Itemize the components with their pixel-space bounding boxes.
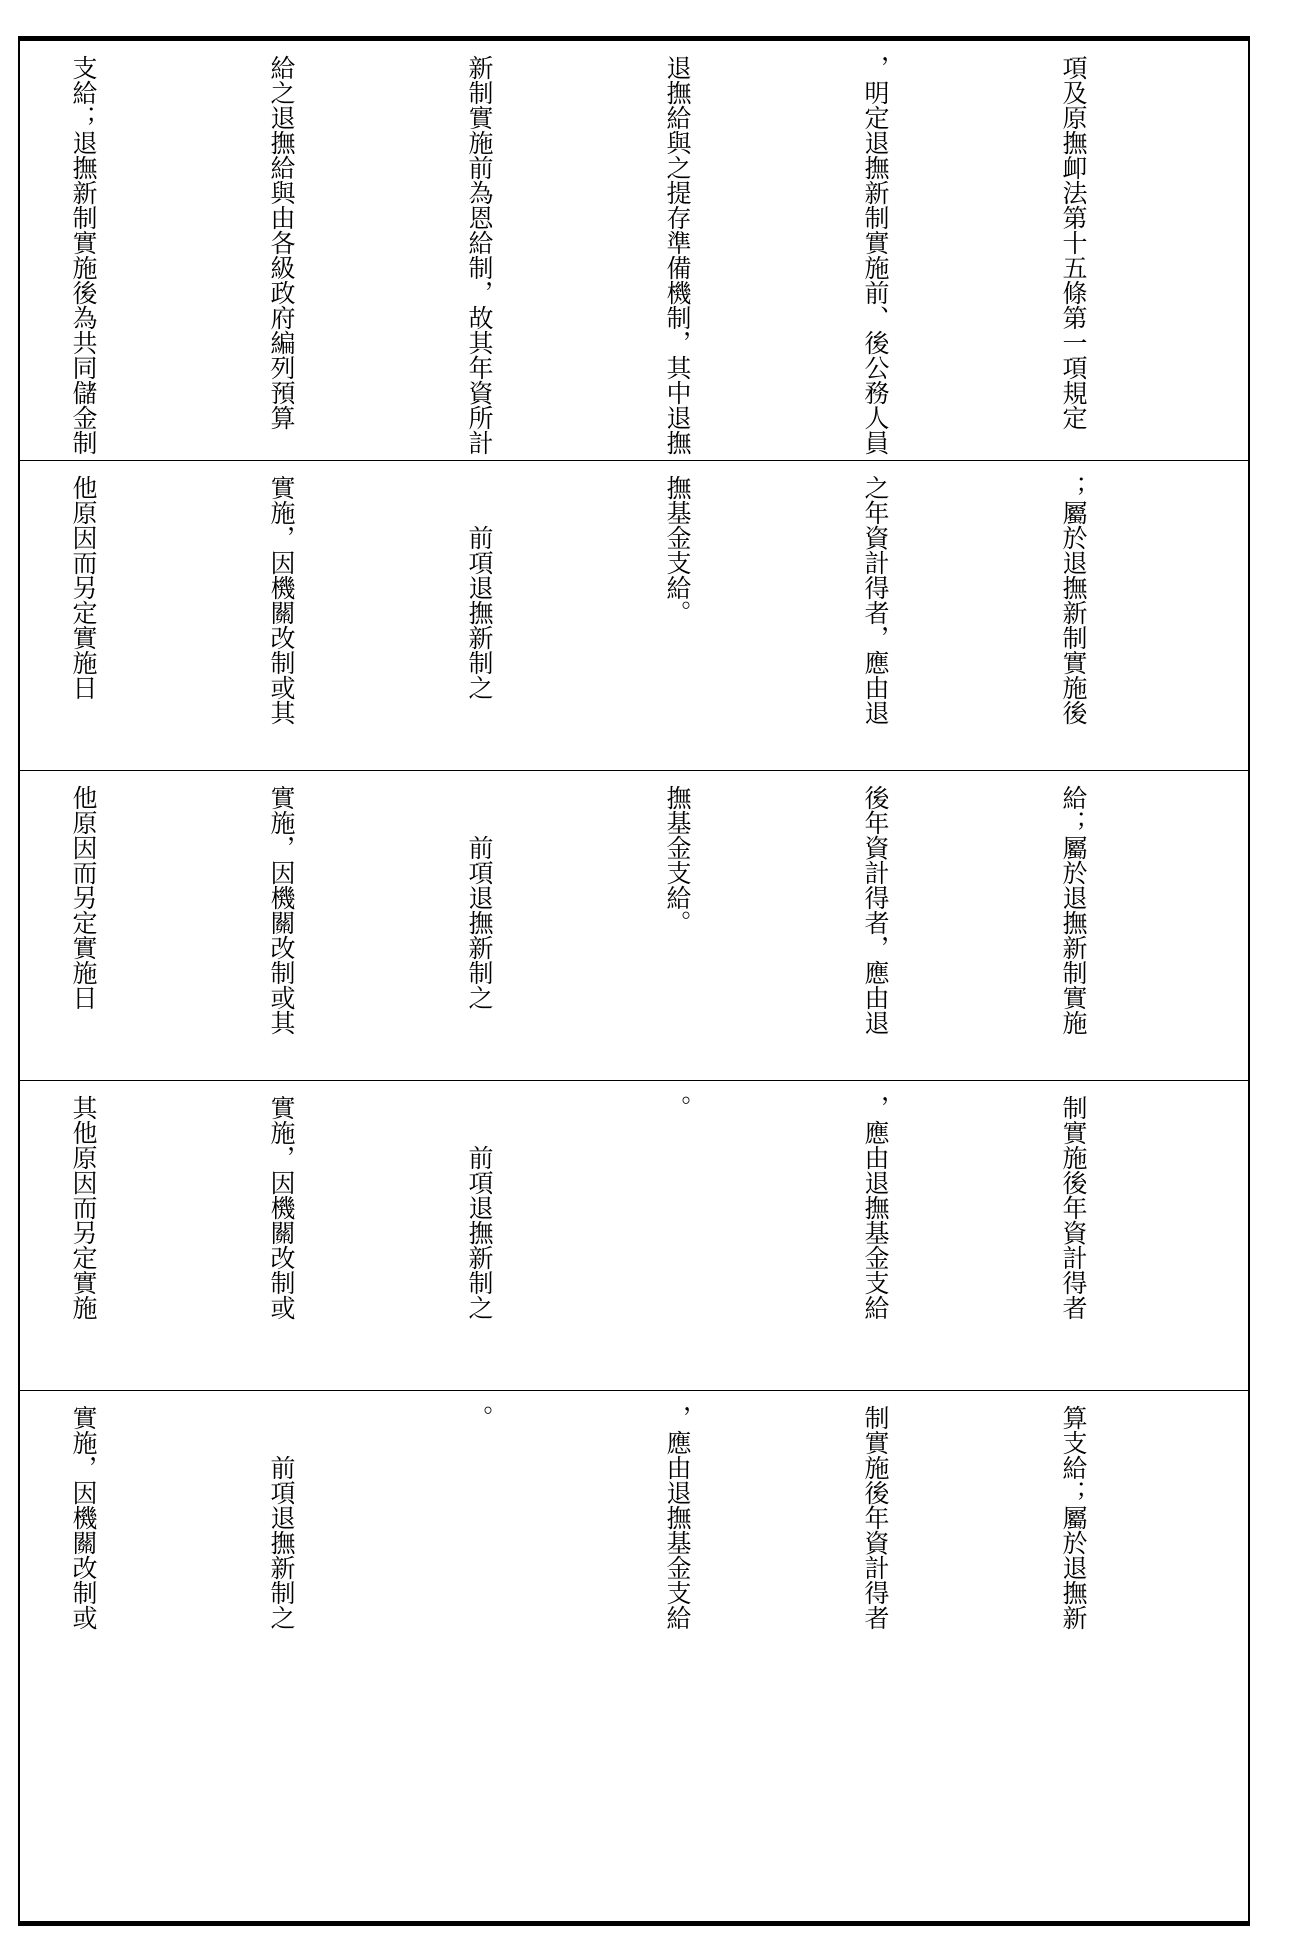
line: 撫基金支給。	[663, 785, 692, 935]
line: 制實施後年資計得者	[861, 1405, 890, 1630]
line: ，應由退撫基金支給	[861, 1095, 890, 1320]
line: 新制實施前為恩給制，故其年資所計	[465, 55, 494, 455]
pfp-proposal-column	[0, 461, 1248, 770]
line: 前項退撫新制之	[465, 785, 494, 1010]
line: 後年資計得者，應由退	[861, 785, 890, 1035]
line: 前項退撫新制之	[465, 475, 494, 700]
table-row	[20, 41, 1248, 461]
line: 實施，因機關改制或其	[267, 785, 296, 1035]
line: 實施，因機關改制或其	[267, 475, 296, 725]
line: ；屬於退撫新制實施後	[1059, 475, 1088, 725]
explanation-column	[0, 41, 1248, 460]
table-row	[20, 461, 1248, 771]
line: 給；屬於退撫新制實施	[1059, 785, 1088, 1035]
line: 。	[465, 1405, 494, 1430]
line: ，應由退撫基金支給	[663, 1405, 692, 1630]
line: 他原因而另定實施日	[69, 475, 98, 700]
line: 他原因而另定實施日	[69, 785, 98, 1010]
line: 前項退撫新制之	[465, 1095, 494, 1320]
line: 實施，因機關改制或	[267, 1095, 296, 1320]
line: 前項退撫新制之	[267, 1405, 296, 1630]
line: 項及原撫卹法第十五條第一項規定	[1059, 55, 1088, 430]
line: 。	[663, 1095, 692, 1120]
line: 實施，因機關改制或	[69, 1405, 98, 1630]
current-law-column	[0, 1081, 1248, 1390]
line: 算支給；屬於退撫新	[1059, 1405, 1088, 1630]
table-row	[20, 771, 1248, 1081]
line: 之年資計得者，應由退	[861, 475, 890, 725]
legislator-proposal-column	[0, 771, 1248, 1080]
line: 制實施後年資計得者	[1059, 1095, 1088, 1320]
line: 其他原因而另定實施	[69, 1095, 98, 1320]
line: 給之退撫給與由各級政府編列預算	[267, 55, 296, 430]
line: 撫基金支給。	[663, 475, 692, 625]
original-text-column	[0, 1391, 1248, 1921]
line: 退撫給與之提存準備機制，其中退撫	[663, 55, 692, 455]
table-row	[20, 1081, 1248, 1391]
table-row	[20, 1391, 1248, 1921]
line: 支給；退撫新制實施後為共同儲金制	[69, 55, 98, 455]
document-page	[18, 36, 1250, 1926]
line: ，明定退撫新制實施前、後公務人員	[861, 55, 890, 455]
